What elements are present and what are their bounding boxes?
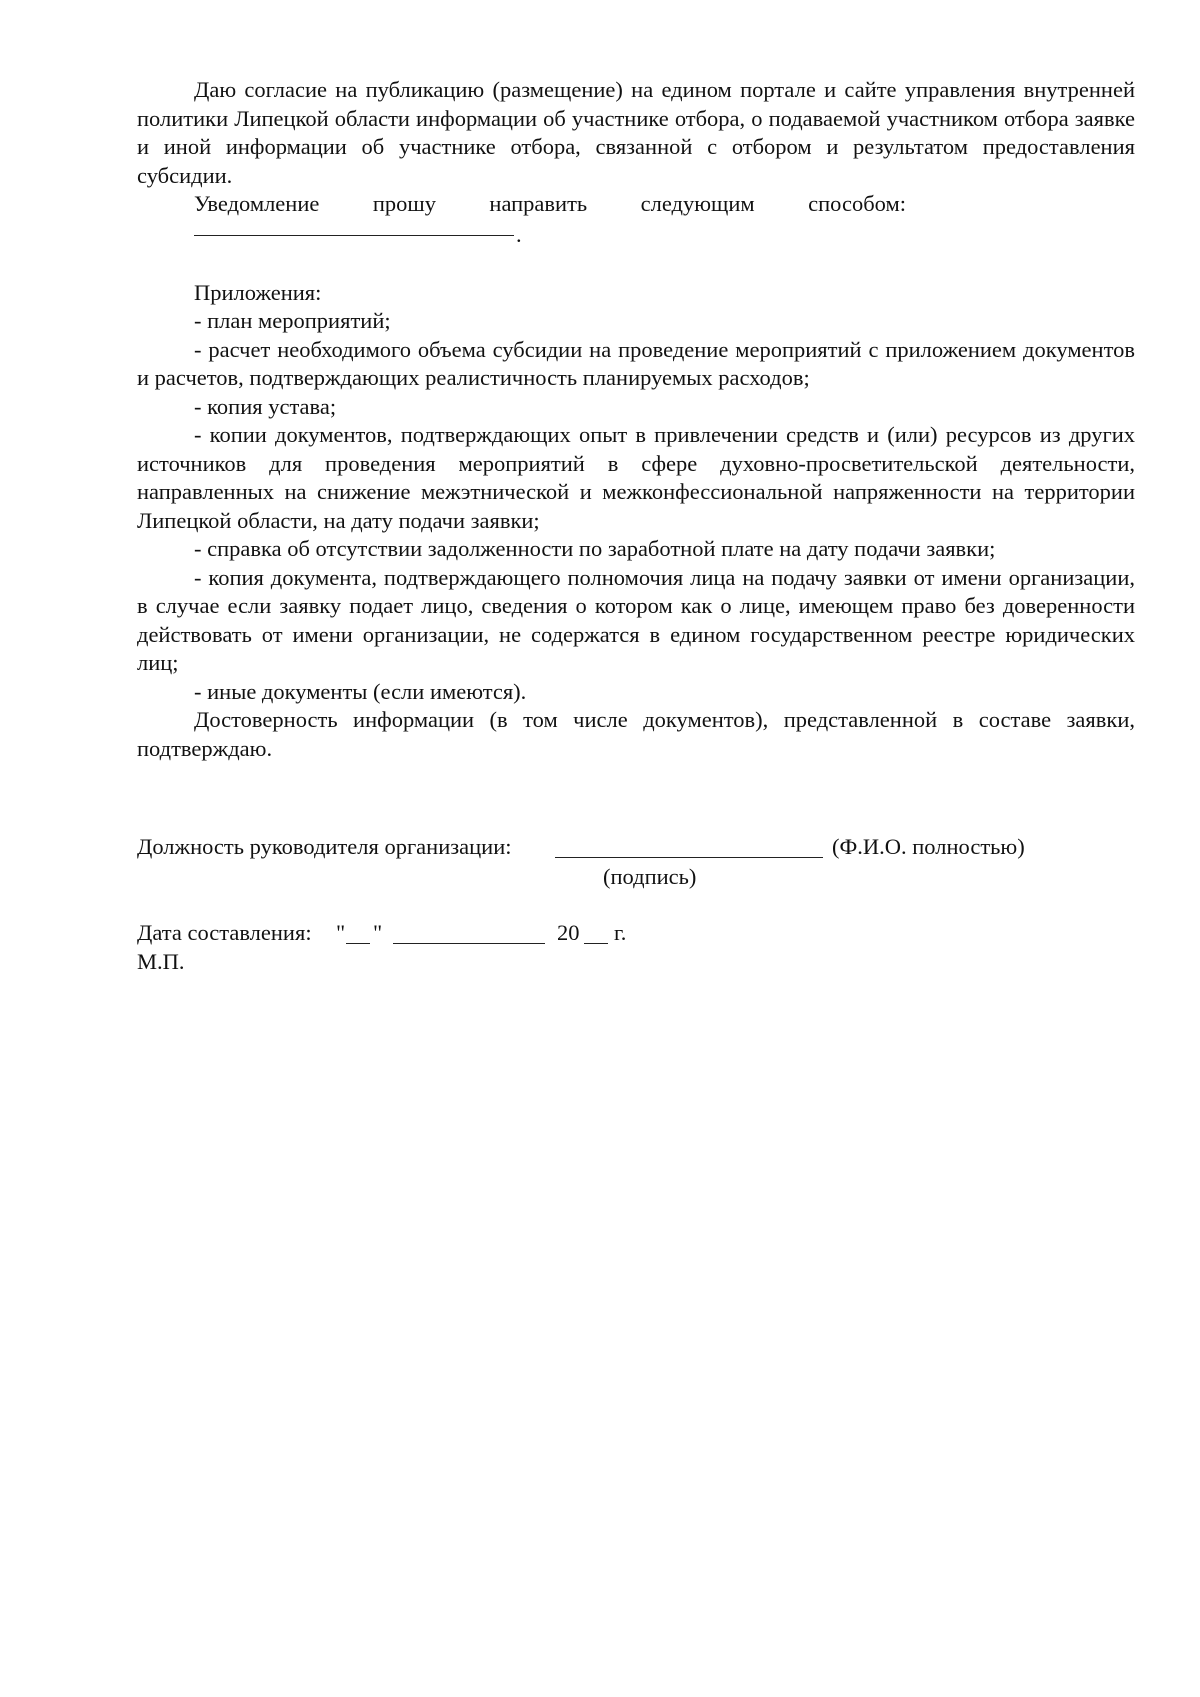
- notification-word: прошу: [372, 191, 436, 216]
- date-label: Дата составления:: [137, 920, 312, 945]
- attachments-heading: Приложения:: [194, 279, 322, 305]
- date-row: [137, 919, 627, 948]
- attachment-item: - план мероприятий;: [194, 308, 391, 333]
- attachment-item: - справка об отсутствии задолженности по заработной плате на дату подачи заявки;: [194, 536, 996, 561]
- fio-label: (Ф.И.О. полностью): [832, 834, 1025, 859]
- consent-paragraph: Даю согласие на публикацию (размещение) на едином портале и сайте управления внутренней политики Липецкой области информации об участнике отбора, о подаваемой участником отбора заявке и иной информации об участнике отбора, связанной с отбором и результатом предоставления субсидии.: [137, 77, 1135, 188]
- confirmation-paragraph: Достоверность информации (в том числе документов), представленной в составе заявки, подтверждаю.: [137, 707, 1135, 761]
- date-year-suffix: г.: [614, 920, 627, 945]
- date-year-field[interactable]: [584, 943, 608, 944]
- date-month-field[interactable]: [393, 943, 545, 944]
- signature-caption: (подпись): [603, 864, 697, 889]
- notification-word: следующим: [640, 191, 755, 216]
- notification-word: направить: [489, 191, 588, 216]
- date-day-field[interactable]: [346, 943, 370, 944]
- signature-row: [137, 833, 1135, 889]
- notification-word: способом:: [808, 191, 906, 216]
- attachment-item: - расчет необходимого объема субсидии на проведение мероприятий с приложением документов и расчетов, подтверждающих реалистичность планируемых расходов;: [137, 336, 1135, 390]
- notification-method-period: .: [516, 221, 522, 247]
- attachment-item: - копия устава;: [194, 393, 337, 419]
- attachment-item: - иные документы (если имеются).: [194, 678, 527, 704]
- notification-request: [194, 190, 906, 219]
- position-label: Должность руководителя организации:: [137, 834, 512, 859]
- notification-word: Уведомление: [194, 191, 320, 216]
- date-block: [137, 919, 627, 977]
- document-body: [137, 76, 1135, 763]
- signature-block: [137, 833, 1135, 889]
- attachment-item: - копия документа, подтверждающего полномочия лица на подачу заявки от имени организации, в случае если заявку подает лицо, сведения о котором как о лице, имеющем право без доверенности действовать от имени организации, не содержатся в едином государственном реестре юридических лиц;: [137, 564, 1135, 675]
- spacer: [137, 249, 1135, 279]
- notification-method-underline: [194, 235, 514, 236]
- stamp-label: М.П.: [137, 949, 185, 974]
- date-quote-open: ": [336, 920, 346, 945]
- date-quote-close: ": [373, 920, 383, 945]
- notification-method-field[interactable]: [194, 219, 1135, 249]
- attachment-item: - копии документов, подтверждающих опыт в привлечении средств и (или) ресурсов из других источников для проведения мероприятий в сфере духовно-просветительской деятельности, направленных на снижение межэтнической и межконфессиональной напряженности на территории Липецкой области, на дату подачи заявки;: [137, 422, 1135, 533]
- date-year-prefix: 20: [557, 920, 580, 945]
- signature-field[interactable]: [555, 857, 823, 858]
